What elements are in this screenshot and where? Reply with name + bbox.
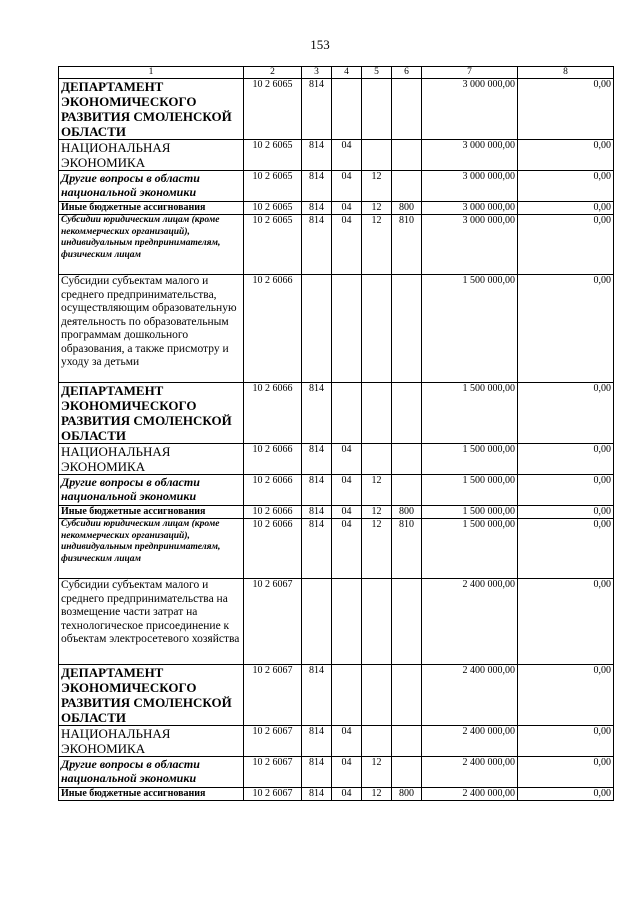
row-subsection-cell: 12: [362, 215, 392, 275]
table-row: [59, 202, 614, 215]
row-section-cell: 04: [332, 788, 362, 801]
row-col8-cell: 0,00: [518, 665, 614, 726]
row-col8-cell: 0,00: [518, 519, 614, 579]
table-row: [59, 140, 614, 171]
row-expense-type-cell: [392, 665, 422, 726]
row-subsection-cell: 12: [362, 202, 392, 215]
row-ministry-cell: [302, 579, 332, 665]
row-code-cell: 10 2 6066: [244, 475, 302, 506]
row-code-cell: 10 2 6067: [244, 665, 302, 726]
row-expense-type-cell: [392, 275, 422, 383]
row-col8-cell: 0,00: [518, 140, 614, 171]
row-section-cell: [332, 383, 362, 444]
row-amount-cell: 2 400 000,00: [422, 579, 518, 665]
table-row: [59, 506, 614, 519]
row-name-cell: Иные бюджетные ассигнования: [59, 202, 244, 215]
table-row: [59, 665, 614, 726]
row-subsection-cell: 12: [362, 519, 392, 579]
table-row: [59, 579, 614, 665]
table-row: [59, 757, 614, 788]
row-name-cell: Субсидии юридическим лицам (кроме некоммерческих организаций), индивидуальным предпринимателям, физическим лицам: [59, 519, 244, 579]
row-name-cell: НАЦИОНАЛЬНАЯ ЭКОНОМИКА: [59, 444, 244, 475]
row-subsection-cell: 12: [362, 475, 392, 506]
row-subsection-cell: [362, 726, 392, 757]
row-expense-type-cell: 810: [392, 215, 422, 275]
row-name-cell: Иные бюджетные ассигнования: [59, 506, 244, 519]
row-name-cell: Субсидии юридическим лицам (кроме некоммерческих организаций), индивидуальным предпринимателям, физическим лицам: [59, 215, 244, 275]
table-row: [59, 171, 614, 202]
row-col8-cell: 0,00: [518, 202, 614, 215]
column-header: 3: [302, 67, 332, 79]
row-expense-type-cell: [392, 383, 422, 444]
row-expense-type-cell: [392, 579, 422, 665]
row-code-cell: 10 2 6066: [244, 383, 302, 444]
row-code-cell: 10 2 6065: [244, 202, 302, 215]
row-code-cell: 10 2 6065: [244, 79, 302, 140]
row-section-cell: 04: [332, 171, 362, 202]
row-code-cell: 10 2 6066: [244, 444, 302, 475]
row-expense-type-cell: [392, 171, 422, 202]
row-col8-cell: 0,00: [518, 726, 614, 757]
row-section-cell: 04: [332, 506, 362, 519]
column-header: 1: [59, 67, 244, 79]
row-expense-type-cell: [392, 475, 422, 506]
row-expense-type-cell: [392, 444, 422, 475]
row-section-cell: 04: [332, 140, 362, 171]
row-name-cell: Субсидии субъектам малого и среднего предпринимательства, осуществляющим образовательную деятельность по образовательным программам дошкольного образования, а также присмотру и уходу за детьми: [59, 275, 244, 383]
row-code-cell: 10 2 6065: [244, 171, 302, 202]
row-subsection-cell: 12: [362, 171, 392, 202]
row-subsection-cell: [362, 383, 392, 444]
row-amount-cell: 2 400 000,00: [422, 788, 518, 801]
row-ministry-cell: 814: [302, 171, 332, 202]
row-expense-type-cell: 800: [392, 506, 422, 519]
row-name-cell: Иные бюджетные ассигнования: [59, 788, 244, 801]
row-ministry-cell: 814: [302, 202, 332, 215]
row-section-cell: [332, 665, 362, 726]
row-amount-cell: 1 500 000,00: [422, 519, 518, 579]
row-section-cell: 04: [332, 519, 362, 579]
row-name-cell: Другие вопросы в области национальной экономики: [59, 171, 244, 202]
row-col8-cell: 0,00: [518, 275, 614, 383]
row-col8-cell: 0,00: [518, 79, 614, 140]
row-code-cell: 10 2 6065: [244, 140, 302, 171]
row-amount-cell: 1 500 000,00: [422, 506, 518, 519]
row-ministry-cell: 814: [302, 788, 332, 801]
row-ministry-cell: 814: [302, 444, 332, 475]
row-subsection-cell: [362, 444, 392, 475]
table-row: [59, 79, 614, 140]
row-expense-type-cell: [392, 726, 422, 757]
page-number: 153: [310, 37, 330, 52]
table-row: [59, 275, 614, 383]
row-name-cell: ДЕПАРТАМЕНТ ЭКОНОМИЧЕСКОГО РАЗВИТИЯ СМОЛЕНСКОЙ ОБЛАСТИ: [59, 383, 244, 444]
row-code-cell: 10 2 6066: [244, 275, 302, 383]
row-col8-cell: 0,00: [518, 579, 614, 665]
column-header: 8: [518, 67, 614, 79]
row-col8-cell: 0,00: [518, 757, 614, 788]
row-ministry-cell: [302, 275, 332, 383]
row-expense-type-cell: 810: [392, 519, 422, 579]
row-code-cell: 10 2 6067: [244, 726, 302, 757]
row-ministry-cell: 814: [302, 506, 332, 519]
row-col8-cell: 0,00: [518, 788, 614, 801]
row-col8-cell: 0,00: [518, 171, 614, 202]
row-amount-cell: 1 500 000,00: [422, 383, 518, 444]
row-name-cell: НАЦИОНАЛЬНАЯ ЭКОНОМИКА: [59, 726, 244, 757]
row-expense-type-cell: 800: [392, 788, 422, 801]
table-row: [59, 215, 614, 275]
row-expense-type-cell: [392, 79, 422, 140]
row-col8-cell: 0,00: [518, 475, 614, 506]
row-ministry-cell: 814: [302, 383, 332, 444]
row-section-cell: 04: [332, 215, 362, 275]
row-name-cell: НАЦИОНАЛЬНАЯ ЭКОНОМИКА: [59, 140, 244, 171]
row-name-cell: Другие вопросы в области национальной экономики: [59, 757, 244, 788]
row-ministry-cell: 814: [302, 475, 332, 506]
row-amount-cell: 3 000 000,00: [422, 215, 518, 275]
row-amount-cell: 2 400 000,00: [422, 726, 518, 757]
row-amount-cell: 3 000 000,00: [422, 202, 518, 215]
row-code-cell: 10 2 6067: [244, 757, 302, 788]
row-subsection-cell: [362, 275, 392, 383]
table-row: [59, 519, 614, 579]
table-row: [59, 475, 614, 506]
row-section-cell: 04: [332, 757, 362, 788]
row-expense-type-cell: [392, 140, 422, 171]
row-amount-cell: 1 500 000,00: [422, 475, 518, 506]
row-section-cell: 04: [332, 475, 362, 506]
row-name-cell: ДЕПАРТАМЕНТ ЭКОНОМИЧЕСКОГО РАЗВИТИЯ СМОЛЕНСКОЙ ОБЛАСТИ: [59, 79, 244, 140]
row-amount-cell: 3 000 000,00: [422, 79, 518, 140]
row-code-cell: 10 2 6065: [244, 215, 302, 275]
row-section-cell: [332, 79, 362, 140]
row-code-cell: 10 2 6066: [244, 506, 302, 519]
column-header: 2: [244, 67, 302, 79]
column-header: 6: [392, 67, 422, 79]
table-row: [59, 383, 614, 444]
row-section-cell: [332, 275, 362, 383]
row-expense-type-cell: [392, 757, 422, 788]
table-row: [59, 788, 614, 801]
column-header: 4: [332, 67, 362, 79]
row-section-cell: 04: [332, 444, 362, 475]
budget-table: [58, 66, 614, 801]
row-amount-cell: 1 500 000,00: [422, 444, 518, 475]
row-col8-cell: 0,00: [518, 506, 614, 519]
row-section-cell: 04: [332, 202, 362, 215]
row-name-cell: ДЕПАРТАМЕНТ ЭКОНОМИЧЕСКОГО РАЗВИТИЯ СМОЛЕНСКОЙ ОБЛАСТИ: [59, 665, 244, 726]
row-amount-cell: 3 000 000,00: [422, 171, 518, 202]
row-amount-cell: 2 400 000,00: [422, 757, 518, 788]
row-ministry-cell: 814: [302, 140, 332, 171]
row-ministry-cell: 814: [302, 215, 332, 275]
row-name-cell: Другие вопросы в области национальной экономики: [59, 475, 244, 506]
row-subsection-cell: [362, 140, 392, 171]
row-col8-cell: 0,00: [518, 215, 614, 275]
header-row: [59, 67, 614, 79]
row-code-cell: 10 2 6067: [244, 579, 302, 665]
row-code-cell: 10 2 6066: [244, 519, 302, 579]
row-col8-cell: 0,00: [518, 383, 614, 444]
row-amount-cell: 3 000 000,00: [422, 140, 518, 171]
row-expense-type-cell: 800: [392, 202, 422, 215]
row-subsection-cell: 12: [362, 757, 392, 788]
row-amount-cell: 1 500 000,00: [422, 275, 518, 383]
row-ministry-cell: 814: [302, 757, 332, 788]
row-subsection-cell: [362, 79, 392, 140]
row-col8-cell: 0,00: [518, 444, 614, 475]
row-ministry-cell: 814: [302, 519, 332, 579]
row-name-cell: Субсидии субъектам малого и среднего предпринимательства на возмещение части затрат на технологическое присоединение к объектам электросетевого хозяйства: [59, 579, 244, 665]
row-ministry-cell: 814: [302, 726, 332, 757]
row-subsection-cell: [362, 579, 392, 665]
row-subsection-cell: [362, 665, 392, 726]
row-subsection-cell: 12: [362, 506, 392, 519]
column-header: 5: [362, 67, 392, 79]
table-row: [59, 726, 614, 757]
column-header: 7: [422, 67, 518, 79]
row-subsection-cell: 12: [362, 788, 392, 801]
table-row: [59, 444, 614, 475]
row-section-cell: [332, 579, 362, 665]
row-section-cell: 04: [332, 726, 362, 757]
row-ministry-cell: 814: [302, 79, 332, 140]
row-amount-cell: 2 400 000,00: [422, 665, 518, 726]
row-ministry-cell: 814: [302, 665, 332, 726]
row-code-cell: 10 2 6067: [244, 788, 302, 801]
